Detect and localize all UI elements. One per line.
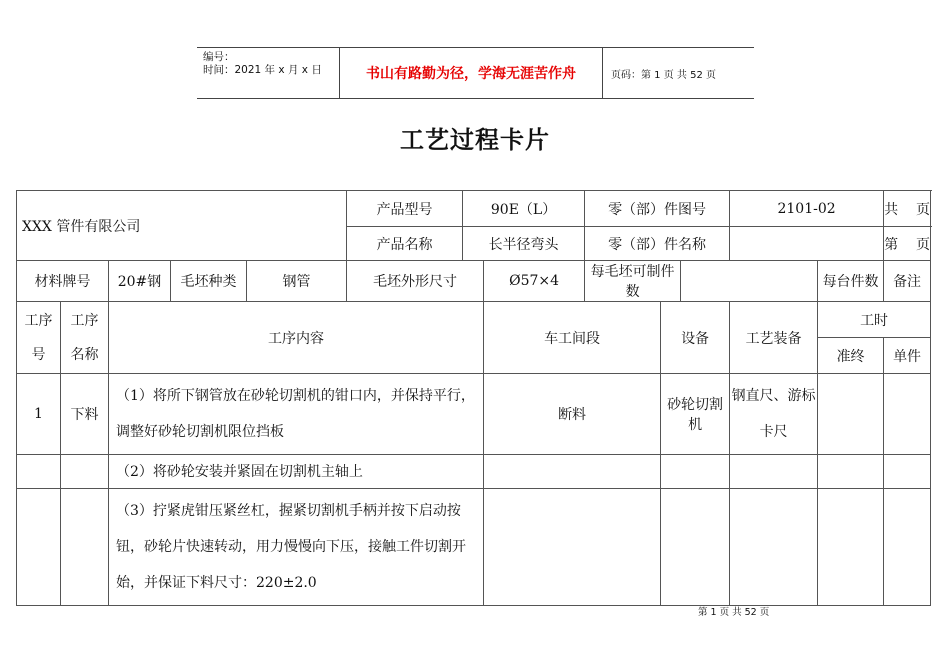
row-1-tooling: 钢直尺、游标卡尺	[730, 374, 818, 455]
row-3-workshop	[484, 489, 661, 606]
code-label: 编号：	[203, 51, 235, 63]
col-unit-time-header: 单件	[884, 338, 931, 374]
page-no-label: 第 页	[884, 227, 931, 261]
page-header	[197, 47, 754, 99]
row-3-tooling	[730, 489, 818, 606]
per-unit-label: 每台件数	[818, 261, 884, 302]
col-time-header: 工时	[818, 302, 931, 338]
row-3-content: （3）拧紧虎钳压紧丝杠，握紧切割机手柄并按下启动按钮，砂轮片快速转动，用力慢慢向下压，接触工件切割开始，并保证下料尺寸：220±2.0	[109, 489, 484, 606]
col-seq-line1: 工序	[24, 312, 53, 329]
col-name-line2: 名称	[70, 346, 99, 363]
col-content-header: 工序内容	[109, 302, 484, 374]
per-blank-value	[681, 261, 818, 302]
row-2-tooling	[730, 455, 818, 489]
product-model-label: 产品型号	[347, 191, 463, 227]
col-equipment-header: 设备	[661, 302, 730, 374]
header-page-info: 页码：第 1 页 共 52 页	[611, 69, 716, 81]
col-seq-line2: 号	[31, 346, 46, 363]
row-1-content: （1）将所下钢管放在砂轮切割机的钳口内，并保持平行，调整好砂轮切割机限位挡板	[109, 374, 484, 455]
row-2-equipment	[661, 455, 730, 489]
col-workshop-header: 车工间段	[484, 302, 661, 374]
page-footer: 第 1 页 共 52 页	[698, 607, 770, 618]
row-2-content: （2）将砂轮安装并紧固在切割机主轴上	[109, 455, 484, 489]
header-meta	[197, 48, 339, 98]
col-seq-header	[17, 302, 61, 374]
remark-label: 备注	[884, 261, 931, 302]
col-prep-time-header: 准终	[818, 338, 884, 374]
material-grade-value: 20#钢	[109, 261, 171, 302]
blank-size-value: Ø57×4	[484, 261, 585, 302]
product-name-value: 长半径弯头	[463, 227, 585, 261]
part-name-label: 零（部）件名称	[585, 227, 730, 261]
company-name: XXX 管件有限公司	[17, 191, 347, 261]
row-1-equipment: 砂轮切割机	[661, 374, 730, 455]
row-1-unit-time	[884, 374, 931, 455]
blank-size-label: 毛坯外形尺寸	[347, 261, 484, 302]
row-1-seq: 1	[17, 374, 61, 455]
part-drawing-label: 零（部）件图号	[585, 191, 730, 227]
col-name-header	[61, 302, 109, 374]
date-label: 时间：2021 年 x 月 x 日	[203, 64, 322, 76]
col-name-line1: 工序	[70, 312, 99, 329]
header-motto: 书山有路勤为径，学海无涯苦作舟	[339, 48, 603, 98]
row-3-unit-time	[884, 489, 931, 606]
col-tooling-header: 工艺装备	[730, 302, 818, 374]
row-2-workshop	[484, 455, 661, 489]
row-3-equipment	[661, 489, 730, 606]
per-blank-label: 每毛坯可制件数	[585, 261, 681, 302]
process-card-table	[16, 190, 931, 606]
row-1-workshop: 断料	[484, 374, 661, 455]
row-1-name: 下料	[61, 374, 109, 455]
row-3-name	[61, 489, 109, 606]
row-1-prep-time	[818, 374, 884, 455]
row-2-seq	[17, 455, 61, 489]
product-name-label: 产品名称	[347, 227, 463, 261]
row-2-name	[61, 455, 109, 489]
blank-type-label: 毛坯种类	[171, 261, 247, 302]
product-model-value: 90E（L）	[463, 191, 585, 227]
part-name-value	[730, 227, 884, 261]
row-2-unit-time	[884, 455, 931, 489]
part-drawing-value: 2101-02	[730, 191, 884, 227]
row-3-prep-time	[818, 489, 884, 606]
blank-type-value: 钢管	[247, 261, 347, 302]
row-2-prep-time	[818, 455, 884, 489]
total-pages-label: 共 页	[884, 191, 931, 227]
page-title: 工艺过程卡片	[400, 126, 550, 154]
material-grade-label: 材料牌号	[17, 261, 109, 302]
row-3-seq	[17, 489, 61, 606]
